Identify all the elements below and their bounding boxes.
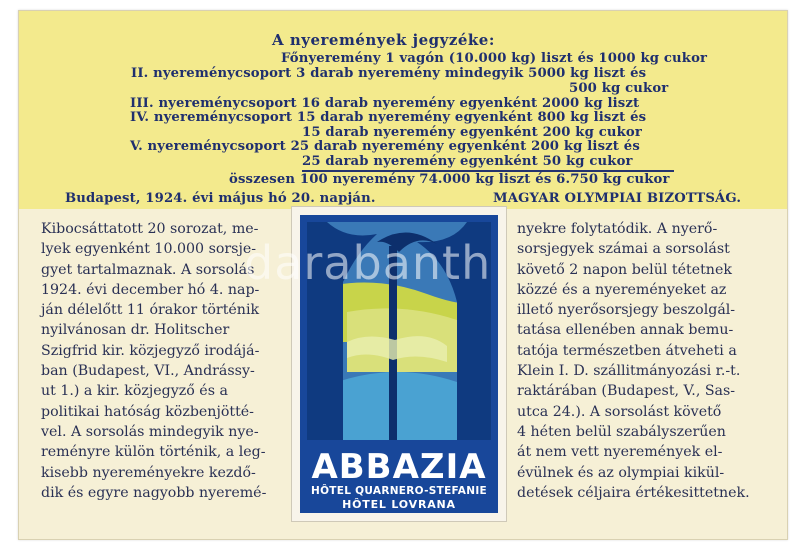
text-line: Szigfrid kir. közjegyző irodájá-	[41, 342, 260, 359]
prize-line: V. nyereménycsoport 25 darab nyeremény egyenként 200 kg liszt és	[130, 139, 640, 154]
text-line: Kibocsáttatott 20 sorozat, me-	[41, 221, 259, 237]
prize-line: 15 darab nyeremény egyenként 200 kg cukor	[302, 125, 642, 140]
watermark: darabanth	[244, 236, 492, 290]
text-line: Klein I. D. szállitmányozási r.-t.	[517, 363, 741, 380]
text-line: illető nyerősorsjegy beszolgál-	[517, 302, 736, 319]
prize-total-line: összesen 100 nyeremény 74.000 kg liszt és 6.750 kg cukor	[229, 172, 670, 187]
text-line: 4 héten belül szabályszerűen	[517, 423, 726, 440]
text-line: nyekre folytatódik. A nyerő-	[517, 221, 718, 237]
text-line: tatása ellenében annak bemu-	[517, 322, 734, 339]
text-line: gyet tartalmaznak. A sorsolás	[41, 261, 255, 278]
prize-line: 500 kg cukor	[569, 81, 669, 96]
text-line: tatója természetben átveheti a	[517, 342, 737, 359]
text-line: lyek egyenként 10.000 sorsje-	[41, 241, 257, 258]
text-line: politikai hatóság közbenjötté-	[41, 403, 254, 420]
text-line: évülnek és az olympiai kikül-	[517, 464, 725, 481]
text-line: ján délelőtt 11 órakor történik	[41, 302, 260, 319]
prize-line: II. nyereménycsoport 3 darab nyeremény mindegyik 5000 kg liszt és	[131, 66, 647, 81]
text-line: kisebb nyereményekre kezdő-	[41, 464, 256, 481]
text-line: át nem vett nyeremények el-	[517, 444, 723, 461]
poster-title: ABBAZIA	[311, 447, 487, 487]
poster-hotel-line1: HÔTEL QUARNERO-STEFANIE	[310, 485, 488, 497]
poster-hotel-line2: HÔTEL LOVRANA	[342, 498, 456, 511]
text-line: raktárában (Budapest, V., Sas-	[517, 383, 736, 400]
text-line: vel. A sorsolás mindegyik nye-	[41, 423, 259, 440]
text-line: utca 24.). A sorsolást követő	[517, 403, 722, 420]
issuer: MAGYAR OLYMPIAI BIZOTTSÁG.	[493, 191, 742, 206]
text-line: közzé és a nyereményeket az	[517, 281, 727, 298]
text-line: dik és egyre nagyobb nyeremé-	[41, 484, 267, 501]
text-line: ut 1.) a kir. közjegyző és a	[41, 383, 228, 400]
prize-list-title: A nyeremények jegyzéke:	[272, 31, 495, 49]
prize-line: Főnyeremény 1 vagón (10.000 kg) liszt és 1000 kg cukor	[281, 51, 708, 66]
text-line: nyilvánosan dr. Holitscher	[41, 322, 230, 339]
text-line: követő 2 napon belül tétetnek	[517, 261, 732, 278]
prize-list-banner	[19, 11, 787, 209]
right-text-column	[517, 219, 779, 503]
prize-line: IV. nyereménycsoport 15 darab nyeremény egyenként 800 kg liszt és	[130, 110, 647, 125]
text-line: detések céljaira értékesittetnek.	[517, 484, 750, 501]
text-line: sorsjegyek számai a sorsolást	[517, 241, 730, 258]
text-line: ban (Budapest, VI., Andrássy-	[41, 363, 255, 380]
place-date: Budapest, 1924. évi május hó 20. napján.	[65, 191, 376, 206]
prize-line: 25 darab nyeremény egyenként 50 kg cukor	[302, 154, 633, 169]
text-line: 1924. évi december hó 4. nap-	[41, 281, 260, 298]
text-line: reményre külön történik, a leg-	[41, 444, 266, 461]
prize-line: III. nyereménycsoport 16 darab nyeremény egyenként 2000 kg liszt	[130, 96, 640, 111]
